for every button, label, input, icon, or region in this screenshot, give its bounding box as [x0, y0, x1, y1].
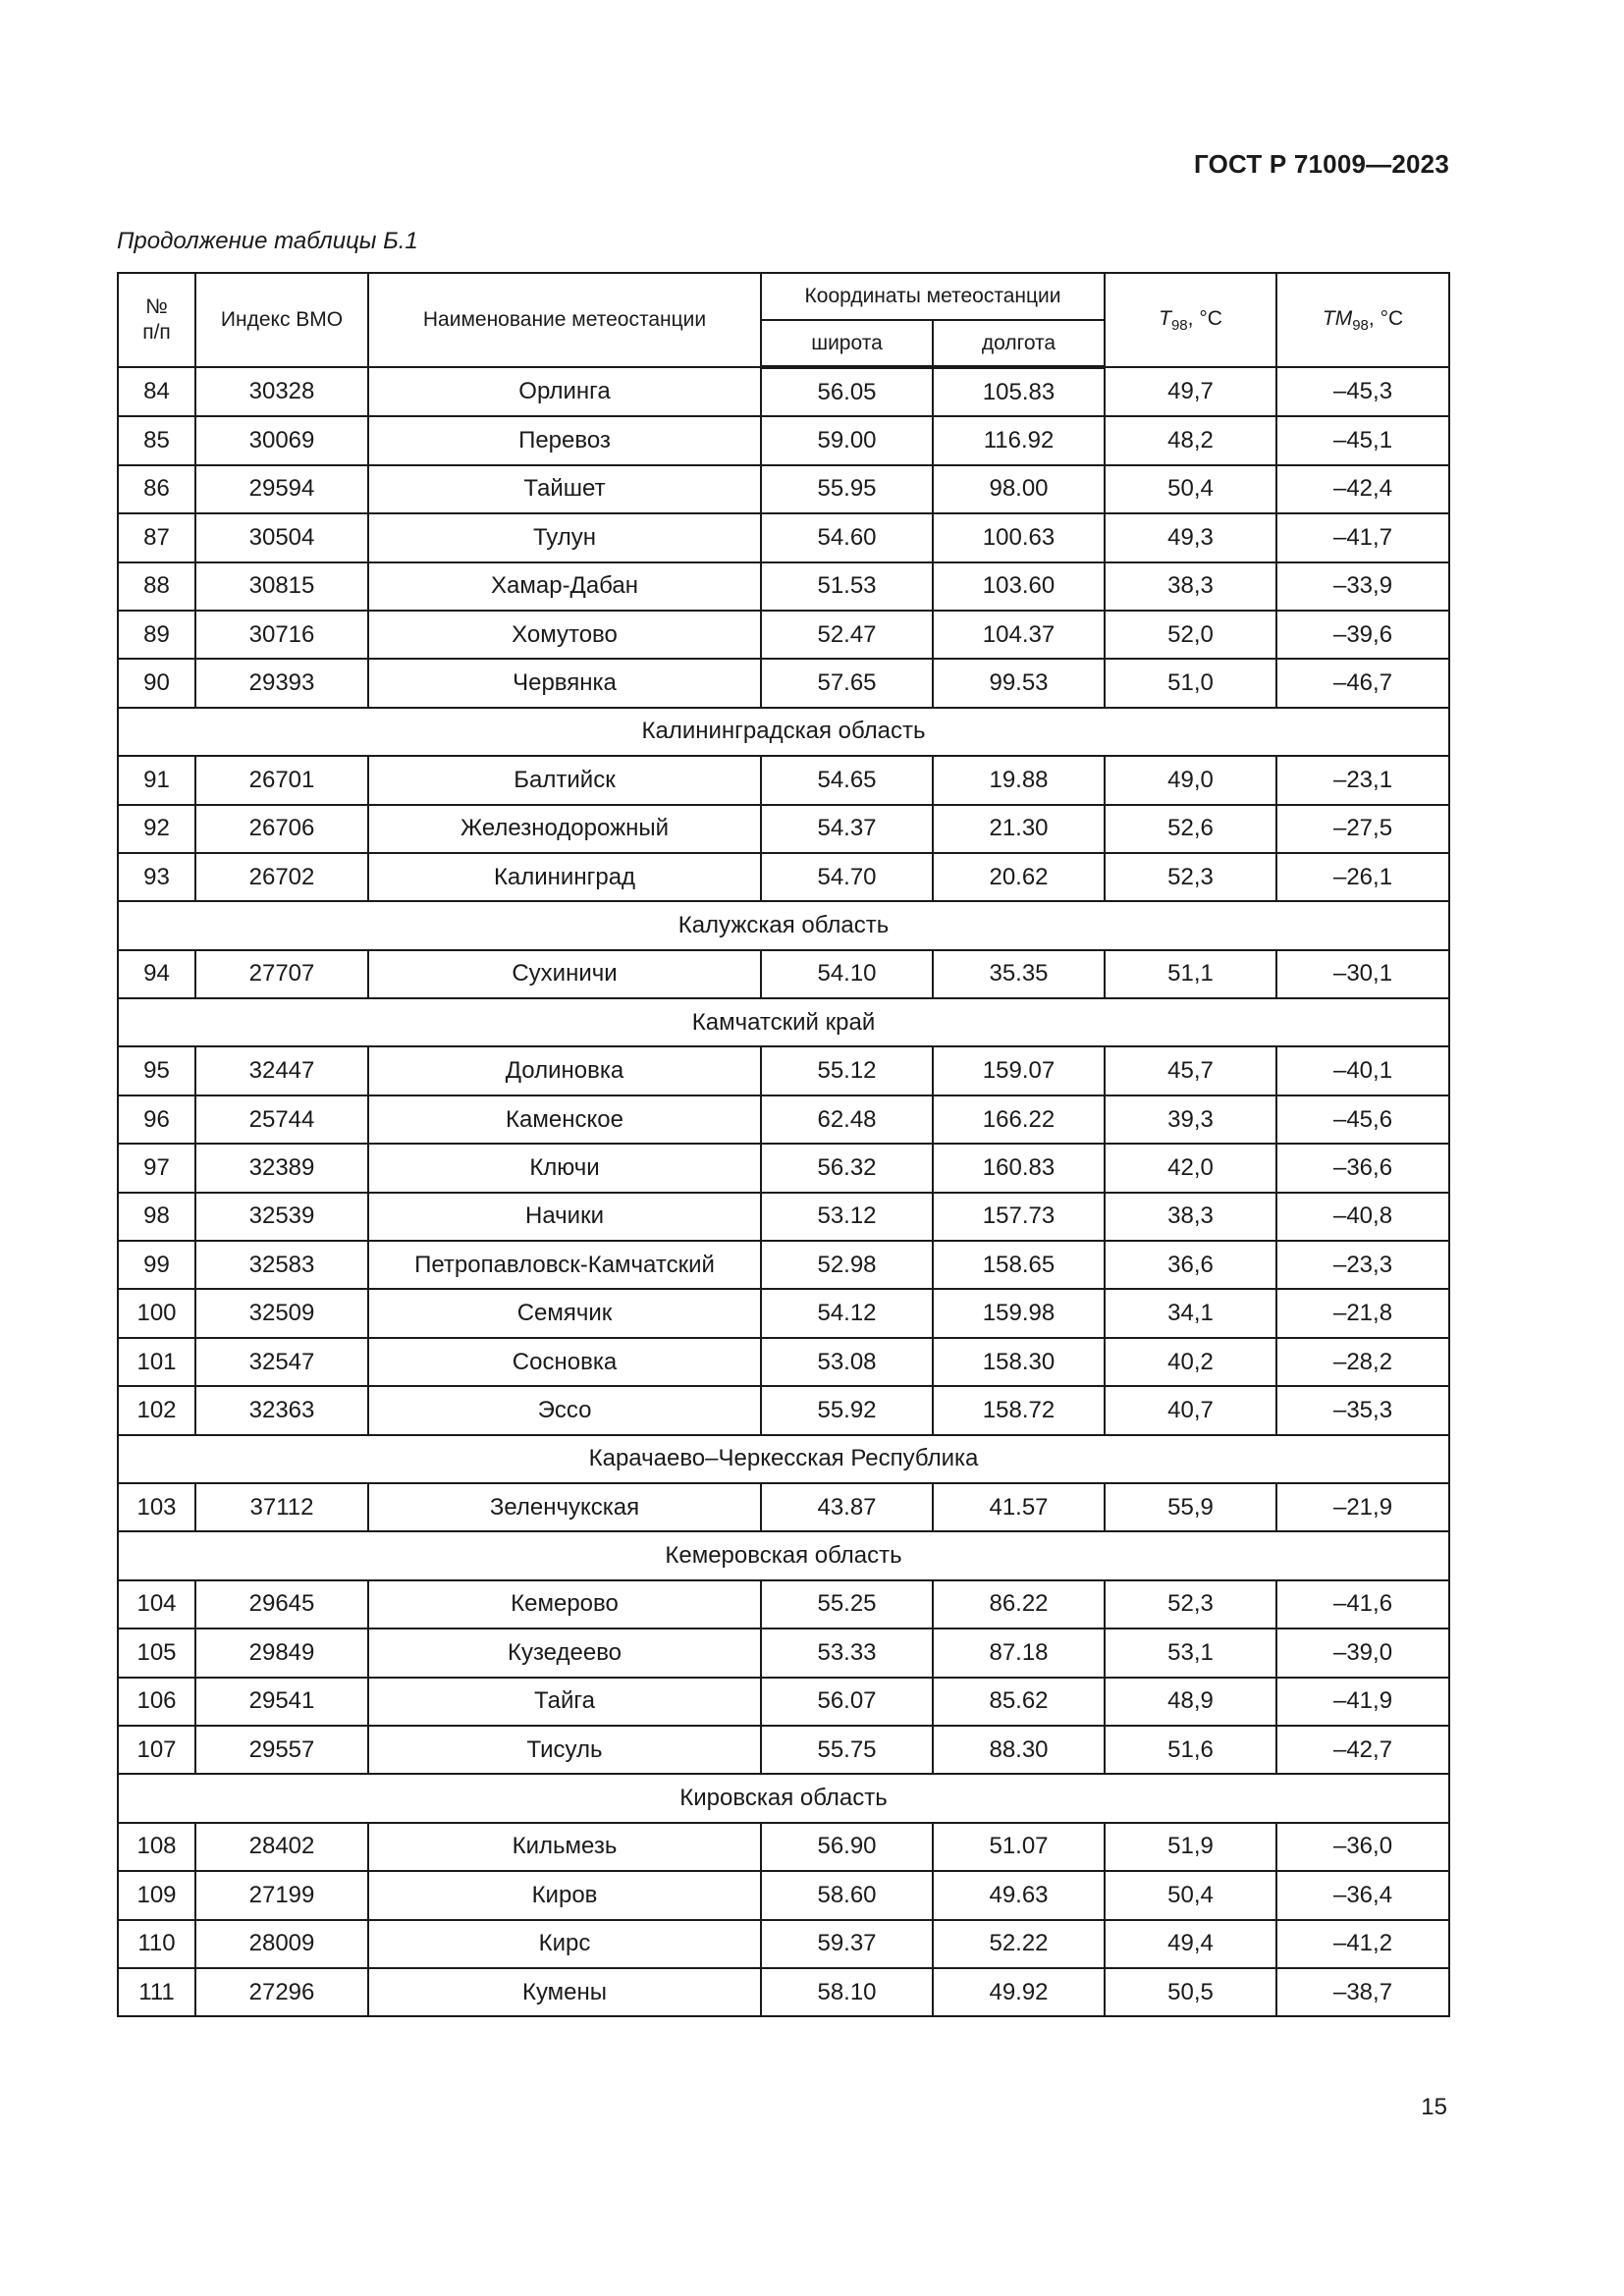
cell-lat: 58.10 — [761, 1968, 933, 2016]
cell-name: Червянка — [368, 659, 761, 707]
cell-index: 37112 — [195, 1483, 368, 1531]
table-row — [118, 1726, 1449, 1774]
cell-name: Хомутово — [368, 611, 761, 659]
cell-tm98: –39,0 — [1276, 1629, 1449, 1677]
cell-index: 30328 — [195, 367, 368, 416]
cell-index: 32583 — [195, 1241, 368, 1289]
cell-lat: 55.75 — [761, 1726, 933, 1774]
region-name: Камчатский край — [118, 998, 1449, 1046]
cell-index: 27707 — [195, 950, 368, 998]
header-t98 — [1105, 273, 1276, 367]
cell-lon: 166.22 — [933, 1095, 1105, 1144]
cell-num: 90 — [118, 659, 195, 707]
cell-index: 30069 — [195, 416, 368, 464]
table-row — [118, 562, 1449, 611]
cell-num: 88 — [118, 562, 195, 611]
cell-tm98: –35,3 — [1276, 1386, 1449, 1434]
table-row — [118, 1095, 1449, 1144]
cell-lon: 158.72 — [933, 1386, 1105, 1434]
cell-num: 106 — [118, 1678, 195, 1726]
cell-t98: 45,7 — [1105, 1046, 1276, 1095]
stations-table — [117, 272, 1450, 2017]
table-row — [118, 1386, 1449, 1434]
cell-tm98: –40,8 — [1276, 1193, 1449, 1241]
cell-lat: 55.95 — [761, 465, 933, 513]
header-name: Наименование метеостанции — [368, 273, 761, 367]
cell-t98: 42,0 — [1105, 1144, 1276, 1192]
cell-name: Тайшет — [368, 465, 761, 513]
cell-num: 100 — [118, 1289, 195, 1337]
header-tm98-unit: , °C — [1368, 306, 1404, 330]
cell-num: 111 — [118, 1968, 195, 2016]
cell-t98: 50,5 — [1105, 1968, 1276, 2016]
header-num: № п/п — [118, 273, 195, 367]
cell-lat: 56.05 — [761, 367, 933, 416]
cell-tm98: –39,6 — [1276, 611, 1449, 659]
cell-lon: 160.83 — [933, 1144, 1105, 1192]
cell-t98: 48,2 — [1105, 416, 1276, 464]
cell-index: 28009 — [195, 1920, 368, 1968]
table-row — [118, 1483, 1449, 1531]
cell-t98: 36,6 — [1105, 1241, 1276, 1289]
table-body — [118, 367, 1449, 2016]
cell-lon: 99.53 — [933, 659, 1105, 707]
cell-lon: 49.92 — [933, 1968, 1105, 2016]
cell-name: Кемерово — [368, 1580, 761, 1629]
region-name: Калужская область — [118, 901, 1449, 949]
cell-lat: 59.00 — [761, 416, 933, 464]
cell-index: 30815 — [195, 562, 368, 611]
cell-num: 94 — [118, 950, 195, 998]
cell-num: 93 — [118, 853, 195, 901]
table-row — [118, 416, 1449, 464]
cell-lon: 21.30 — [933, 805, 1105, 853]
cell-index: 27296 — [195, 1968, 368, 2016]
cell-lat: 54.60 — [761, 513, 933, 561]
table-row — [118, 1920, 1449, 1968]
cell-t98: 49,7 — [1105, 367, 1276, 416]
cell-num: 89 — [118, 611, 195, 659]
header-tm98 — [1276, 273, 1449, 367]
cell-index: 29594 — [195, 465, 368, 513]
cell-index: 32389 — [195, 1144, 368, 1192]
cell-t98: 51,1 — [1105, 950, 1276, 998]
cell-tm98: –23,3 — [1276, 1241, 1449, 1289]
cell-lat: 54.70 — [761, 853, 933, 901]
cell-lat: 43.87 — [761, 1483, 933, 1531]
cell-num: 102 — [118, 1386, 195, 1434]
table-row — [118, 950, 1449, 998]
cell-name: Кирс — [368, 1920, 761, 1968]
cell-index: 25744 — [195, 1095, 368, 1144]
cell-lat: 59.37 — [761, 1920, 933, 1968]
cell-index: 28402 — [195, 1823, 368, 1871]
cell-lon: 19.88 — [933, 756, 1105, 804]
cell-t98: 51,9 — [1105, 1823, 1276, 1871]
header-index: Индекс ВМО — [195, 273, 368, 367]
cell-lon: 35.35 — [933, 950, 1105, 998]
cell-lat: 56.90 — [761, 1823, 933, 1871]
cell-t98: 38,3 — [1105, 562, 1276, 611]
cell-num: 103 — [118, 1483, 195, 1531]
table-header — [118, 273, 1449, 367]
table-caption: Продолжение таблицы Б.1 — [117, 228, 418, 254]
cell-lon: 104.37 — [933, 611, 1105, 659]
cell-name: Балтийск — [368, 756, 761, 804]
table-row — [118, 756, 1449, 804]
cell-index: 29393 — [195, 659, 368, 707]
region-name: Кировская область — [118, 1774, 1449, 1822]
cell-name: Семячик — [368, 1289, 761, 1337]
cell-name: Кумены — [368, 1968, 761, 2016]
table-row — [118, 805, 1449, 853]
cell-t98: 39,3 — [1105, 1095, 1276, 1144]
cell-name: Кильмезь — [368, 1823, 761, 1871]
cell-index: 29645 — [195, 1580, 368, 1629]
cell-lat: 56.07 — [761, 1678, 933, 1726]
table-row — [118, 1629, 1449, 1677]
cell-t98: 51,0 — [1105, 659, 1276, 707]
cell-num: 97 — [118, 1144, 195, 1192]
cell-t98: 53,1 — [1105, 1629, 1276, 1677]
table-row — [118, 1823, 1449, 1871]
region-name: Калининградская область — [118, 708, 1449, 756]
region-row — [118, 1774, 1449, 1822]
cell-t98: 51,6 — [1105, 1726, 1276, 1774]
cell-lat: 53.33 — [761, 1629, 933, 1677]
header-lon: долгота — [933, 320, 1105, 367]
table-row — [118, 513, 1449, 561]
cell-t98: 34,1 — [1105, 1289, 1276, 1337]
cell-index: 30504 — [195, 513, 368, 561]
cell-lon: 49.63 — [933, 1871, 1105, 1919]
cell-lon: 105.83 — [933, 367, 1105, 416]
cell-tm98: –30,1 — [1276, 950, 1449, 998]
table-row — [118, 367, 1449, 416]
cell-num: 87 — [118, 513, 195, 561]
cell-lon: 158.65 — [933, 1241, 1105, 1289]
cell-name: Хамар-Дабан — [368, 562, 761, 611]
cell-name: Сосновка — [368, 1338, 761, 1386]
cell-num: 108 — [118, 1823, 195, 1871]
header-tm98-symbol: TM — [1322, 306, 1353, 330]
region-row — [118, 1531, 1449, 1579]
cell-lon: 88.30 — [933, 1726, 1105, 1774]
cell-index: 32539 — [195, 1193, 368, 1241]
cell-lat: 52.47 — [761, 611, 933, 659]
cell-t98: 52,3 — [1105, 1580, 1276, 1629]
cell-lon: 86.22 — [933, 1580, 1105, 1629]
cell-t98: 49,0 — [1105, 756, 1276, 804]
cell-tm98: –46,7 — [1276, 659, 1449, 707]
cell-name: Каменское — [368, 1095, 761, 1144]
cell-t98: 40,2 — [1105, 1338, 1276, 1386]
cell-lat: 58.60 — [761, 1871, 933, 1919]
cell-tm98: –21,8 — [1276, 1289, 1449, 1337]
region-name: Кемеровская область — [118, 1531, 1449, 1579]
cell-lon: 103.60 — [933, 562, 1105, 611]
cell-num: 85 — [118, 416, 195, 464]
cell-num: 99 — [118, 1241, 195, 1289]
cell-tm98: –41,6 — [1276, 1580, 1449, 1629]
cell-lon: 87.18 — [933, 1629, 1105, 1677]
cell-lat: 53.12 — [761, 1193, 933, 1241]
cell-lon: 100.63 — [933, 513, 1105, 561]
cell-lon: 20.62 — [933, 853, 1105, 901]
cell-lat: 57.65 — [761, 659, 933, 707]
cell-lon: 159.07 — [933, 1046, 1105, 1095]
cell-num: 104 — [118, 1580, 195, 1629]
cell-tm98: –38,7 — [1276, 1968, 1449, 2016]
cell-name: Ключи — [368, 1144, 761, 1192]
cell-num: 95 — [118, 1046, 195, 1095]
cell-index: 29541 — [195, 1678, 368, 1726]
cell-tm98: –36,4 — [1276, 1871, 1449, 1919]
cell-num: 107 — [118, 1726, 195, 1774]
header-tm98-subscript: 98 — [1352, 316, 1369, 334]
cell-lon: 52.22 — [933, 1920, 1105, 1968]
cell-tm98: –45,3 — [1276, 367, 1449, 416]
cell-tm98: –27,5 — [1276, 805, 1449, 853]
cell-name: Тисуль — [368, 1726, 761, 1774]
cell-index: 29849 — [195, 1629, 368, 1677]
cell-name: Орлинга — [368, 367, 761, 416]
table-row — [118, 611, 1449, 659]
table-row — [118, 853, 1449, 901]
cell-lon: 51.07 — [933, 1823, 1105, 1871]
cell-num: 92 — [118, 805, 195, 853]
cell-num: 109 — [118, 1871, 195, 1919]
cell-lon: 159.98 — [933, 1289, 1105, 1337]
table-row — [118, 1968, 1449, 2016]
cell-num: 98 — [118, 1193, 195, 1241]
cell-lat: 54.12 — [761, 1289, 933, 1337]
cell-num: 105 — [118, 1629, 195, 1677]
table-row — [118, 1871, 1449, 1919]
cell-lat: 55.92 — [761, 1386, 933, 1434]
cell-tm98: –33,9 — [1276, 562, 1449, 611]
region-name: Карачаево–Черкесская Республика — [118, 1435, 1449, 1483]
cell-t98: 48,9 — [1105, 1678, 1276, 1726]
cell-t98: 52,3 — [1105, 853, 1276, 901]
cell-tm98: –41,9 — [1276, 1678, 1449, 1726]
cell-name: Перевоз — [368, 416, 761, 464]
cell-lat: 54.10 — [761, 950, 933, 998]
region-row — [118, 708, 1449, 756]
cell-name: Зеленчукская — [368, 1483, 761, 1531]
cell-t98: 49,3 — [1105, 513, 1276, 561]
header-lat: широта — [761, 320, 933, 367]
region-row — [118, 998, 1449, 1046]
cell-name: Сухиничи — [368, 950, 761, 998]
cell-tm98: –28,2 — [1276, 1338, 1449, 1386]
cell-tm98: –23,1 — [1276, 756, 1449, 804]
table-row — [118, 1580, 1449, 1629]
table-row — [118, 1046, 1449, 1095]
cell-name: Эссо — [368, 1386, 761, 1434]
cell-t98: 50,4 — [1105, 465, 1276, 513]
cell-lat: 56.32 — [761, 1144, 933, 1192]
region-row — [118, 1435, 1449, 1483]
cell-index: 32363 — [195, 1386, 368, 1434]
cell-t98: 49,4 — [1105, 1920, 1276, 1968]
header-t98-subscript: 98 — [1170, 316, 1188, 334]
cell-name: Кузедеево — [368, 1629, 761, 1677]
cell-tm98: –26,1 — [1276, 853, 1449, 901]
cell-t98: 40,7 — [1105, 1386, 1276, 1434]
header-t98-unit: , °C — [1187, 306, 1222, 330]
cell-name: Долиновка — [368, 1046, 761, 1095]
table-row — [118, 1144, 1449, 1192]
cell-name: Киров — [368, 1871, 761, 1919]
cell-num: 101 — [118, 1338, 195, 1386]
cell-t98: 52,6 — [1105, 805, 1276, 853]
cell-lat: 55.25 — [761, 1580, 933, 1629]
cell-lon: 41.57 — [933, 1483, 1105, 1531]
cell-tm98: –42,4 — [1276, 465, 1449, 513]
cell-name: Тайга — [368, 1678, 761, 1726]
cell-lat: 52.98 — [761, 1241, 933, 1289]
cell-index: 26702 — [195, 853, 368, 901]
cell-name: Тулун — [368, 513, 761, 561]
cell-lat: 53.08 — [761, 1338, 933, 1386]
cell-tm98: –36,0 — [1276, 1823, 1449, 1871]
cell-name: Железнодорожный — [368, 805, 761, 853]
cell-num: 84 — [118, 367, 195, 416]
cell-index: 30716 — [195, 611, 368, 659]
table-row — [118, 1678, 1449, 1726]
cell-lon: 98.00 — [933, 465, 1105, 513]
cell-index: 32509 — [195, 1289, 368, 1337]
cell-lon: 158.30 — [933, 1338, 1105, 1386]
cell-index: 32547 — [195, 1338, 368, 1386]
cell-tm98: –45,1 — [1276, 416, 1449, 464]
cell-index: 32447 — [195, 1046, 368, 1095]
cell-lat: 62.48 — [761, 1095, 933, 1144]
cell-index: 27199 — [195, 1871, 368, 1919]
cell-index: 26706 — [195, 805, 368, 853]
document-code: ГОСТ Р 71009—2023 — [1194, 149, 1449, 179]
page-number: 15 — [1421, 2094, 1447, 2120]
cell-lon: 85.62 — [933, 1678, 1105, 1726]
cell-lat: 54.37 — [761, 805, 933, 853]
cell-lon: 157.73 — [933, 1193, 1105, 1241]
cell-name: Начики — [368, 1193, 761, 1241]
cell-tm98: –41,2 — [1276, 1920, 1449, 1968]
cell-num: 91 — [118, 756, 195, 804]
cell-t98: 38,3 — [1105, 1193, 1276, 1241]
cell-lat: 55.12 — [761, 1046, 933, 1095]
cell-name: Петропавловск-Камчатский — [368, 1241, 761, 1289]
cell-num: 96 — [118, 1095, 195, 1144]
cell-t98: 52,0 — [1105, 611, 1276, 659]
cell-num: 86 — [118, 465, 195, 513]
cell-t98: 55,9 — [1105, 1483, 1276, 1531]
cell-name: Калининград — [368, 853, 761, 901]
table-row — [118, 465, 1449, 513]
cell-index: 29557 — [195, 1726, 368, 1774]
cell-tm98: –21,9 — [1276, 1483, 1449, 1531]
cell-tm98: –42,7 — [1276, 1726, 1449, 1774]
cell-lat: 51.53 — [761, 562, 933, 611]
table-row — [118, 659, 1449, 707]
cell-lon: 116.92 — [933, 416, 1105, 464]
table-row — [118, 1193, 1449, 1241]
cell-tm98: –36,6 — [1276, 1144, 1449, 1192]
table-row — [118, 1338, 1449, 1386]
cell-t98: 50,4 — [1105, 1871, 1276, 1919]
cell-tm98: –45,6 — [1276, 1095, 1449, 1144]
region-row — [118, 901, 1449, 949]
table-row — [118, 1241, 1449, 1289]
cell-tm98: –40,1 — [1276, 1046, 1449, 1095]
header-coords: Координаты метеостанции — [761, 273, 1105, 320]
cell-index: 26701 — [195, 756, 368, 804]
cell-num: 110 — [118, 1920, 195, 1968]
cell-lat: 54.65 — [761, 756, 933, 804]
cell-tm98: –41,7 — [1276, 513, 1449, 561]
table-row — [118, 1289, 1449, 1337]
header-t98-symbol: T — [1159, 306, 1171, 330]
